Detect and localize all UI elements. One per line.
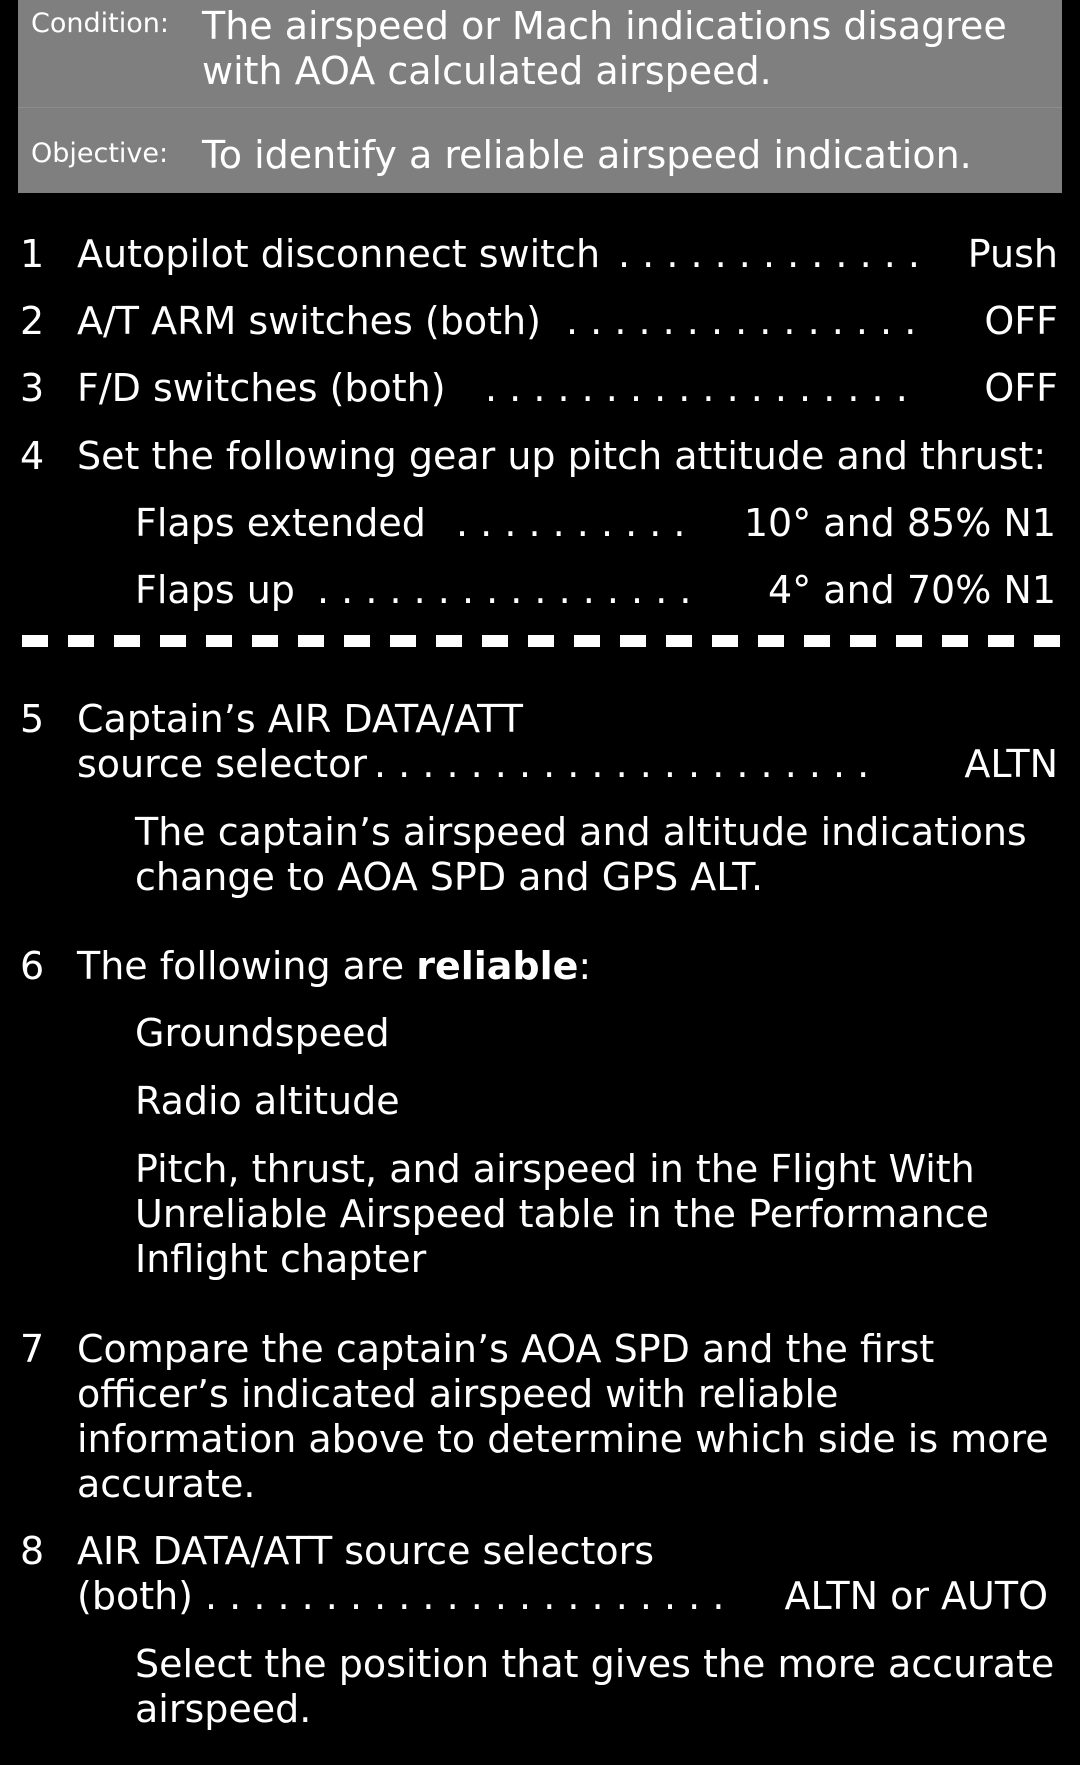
objective-text: To identify a reliable airspeed indication.: [202, 133, 972, 177]
condition-row: [18, 0, 1062, 107]
step-8-note-line2: airspeed.: [135, 1687, 312, 1731]
step-7-line3: information above to determine which side is more: [77, 1417, 1049, 1461]
step-5-note-line2: change to AOA SPD and GPS ALT.: [135, 855, 764, 899]
step-1-label: Autopilot disconnect switch: [77, 232, 601, 276]
step-1-value: Push: [967, 232, 1058, 276]
step-2-label: A/T ARM switches (both): [77, 299, 541, 343]
condition-text-line1: The airspeed or Mach indications disagree: [202, 4, 1007, 48]
step-6-label-bold: reliable: [416, 944, 579, 988]
step-3-number: 3: [20, 366, 45, 410]
step-6-label: [77, 944, 591, 989]
step-6-number: 6: [20, 944, 45, 988]
objective-row: [18, 108, 1062, 193]
step-7-line1: Compare the captain’s AOA SPD and the first: [77, 1327, 935, 1371]
step-8-value: ALTN or AUTO: [784, 1574, 1048, 1618]
step-7-line4: accurate.: [77, 1462, 256, 1506]
step-3-dots: . . . . . . . . . . . . . . . . . .: [485, 366, 908, 410]
flaps-up-dots: . . . . . . . . . . . . . . . .: [317, 568, 692, 612]
step-5-value: ALTN: [964, 742, 1058, 786]
reliable-item-pitch-line2: Unreliable Airspeed table in the Performance: [135, 1192, 989, 1236]
flaps-extended-dots: . . . . . . . . . .: [456, 501, 686, 545]
condition-objective-box: [18, 0, 1062, 193]
reliable-item-radio-altitude: Radio altitude: [135, 1079, 400, 1123]
step-5-dots: . . . . . . . . . . . . . . . . . . . . .: [374, 742, 870, 786]
flaps-up-label: Flaps up: [135, 568, 295, 612]
condition-label: Condition:: [31, 8, 169, 39]
objective-label: Objective:: [31, 138, 169, 169]
step-6-label-suffix: :: [578, 944, 592, 988]
flaps-extended-label: Flaps extended: [135, 501, 426, 545]
step-5-number: 5: [20, 697, 45, 741]
step-3-value: OFF: [984, 366, 1058, 410]
step-8-label-line2: (both): [77, 1574, 194, 1618]
step-6-label-prefix: The following are: [77, 944, 417, 988]
step-8-label-line1: AIR DATA/ATT source selectors: [77, 1529, 655, 1573]
step-5-note-line1: The captain’s airspeed and altitude indications: [135, 810, 1027, 854]
reliable-item-pitch-line1: Pitch, thrust, and airspeed in the Flight With: [135, 1147, 975, 1191]
reliable-item-groundspeed: Groundspeed: [135, 1011, 390, 1055]
step-4-number: 4: [20, 434, 45, 478]
step-1-number: 1: [20, 232, 45, 276]
step-3-label: F/D switches (both): [77, 366, 446, 410]
reliable-item-pitch-line3: Inflight chapter: [135, 1237, 427, 1281]
step-7-line2: officer’s indicated airspeed with reliable: [77, 1372, 839, 1416]
step-1-dots: . . . . . . . . . . . . .: [618, 232, 920, 276]
condition-text-line2: with AOA calculated airspeed.: [202, 49, 772, 93]
step-2-dots: . . . . . . . . . . . . . . .: [566, 299, 917, 343]
step-8-dots: . . . . . . . . . . . . . . . . . . . . . .: [205, 1574, 725, 1618]
flaps-up-value: 4° and 70% N1: [768, 568, 1056, 612]
step-4-label: Set the following gear up pitch attitude and thrust:: [77, 434, 1047, 478]
condition-text: [202, 4, 1007, 94]
step-7-number: 7: [20, 1327, 45, 1371]
step-5-label-line1: Captain’s AIR DATA/ATT: [77, 697, 523, 741]
step-5-label-line2: source selector: [77, 742, 368, 786]
flaps-extended-value: 10° and 85% N1: [743, 501, 1056, 545]
dashed-separator: [22, 635, 1062, 647]
step-2-number: 2: [20, 299, 45, 343]
step-8-note-line1: Select the position that gives the more accurate: [135, 1642, 1055, 1686]
step-8-number: 8: [20, 1529, 45, 1573]
step-2-value: OFF: [984, 299, 1058, 343]
